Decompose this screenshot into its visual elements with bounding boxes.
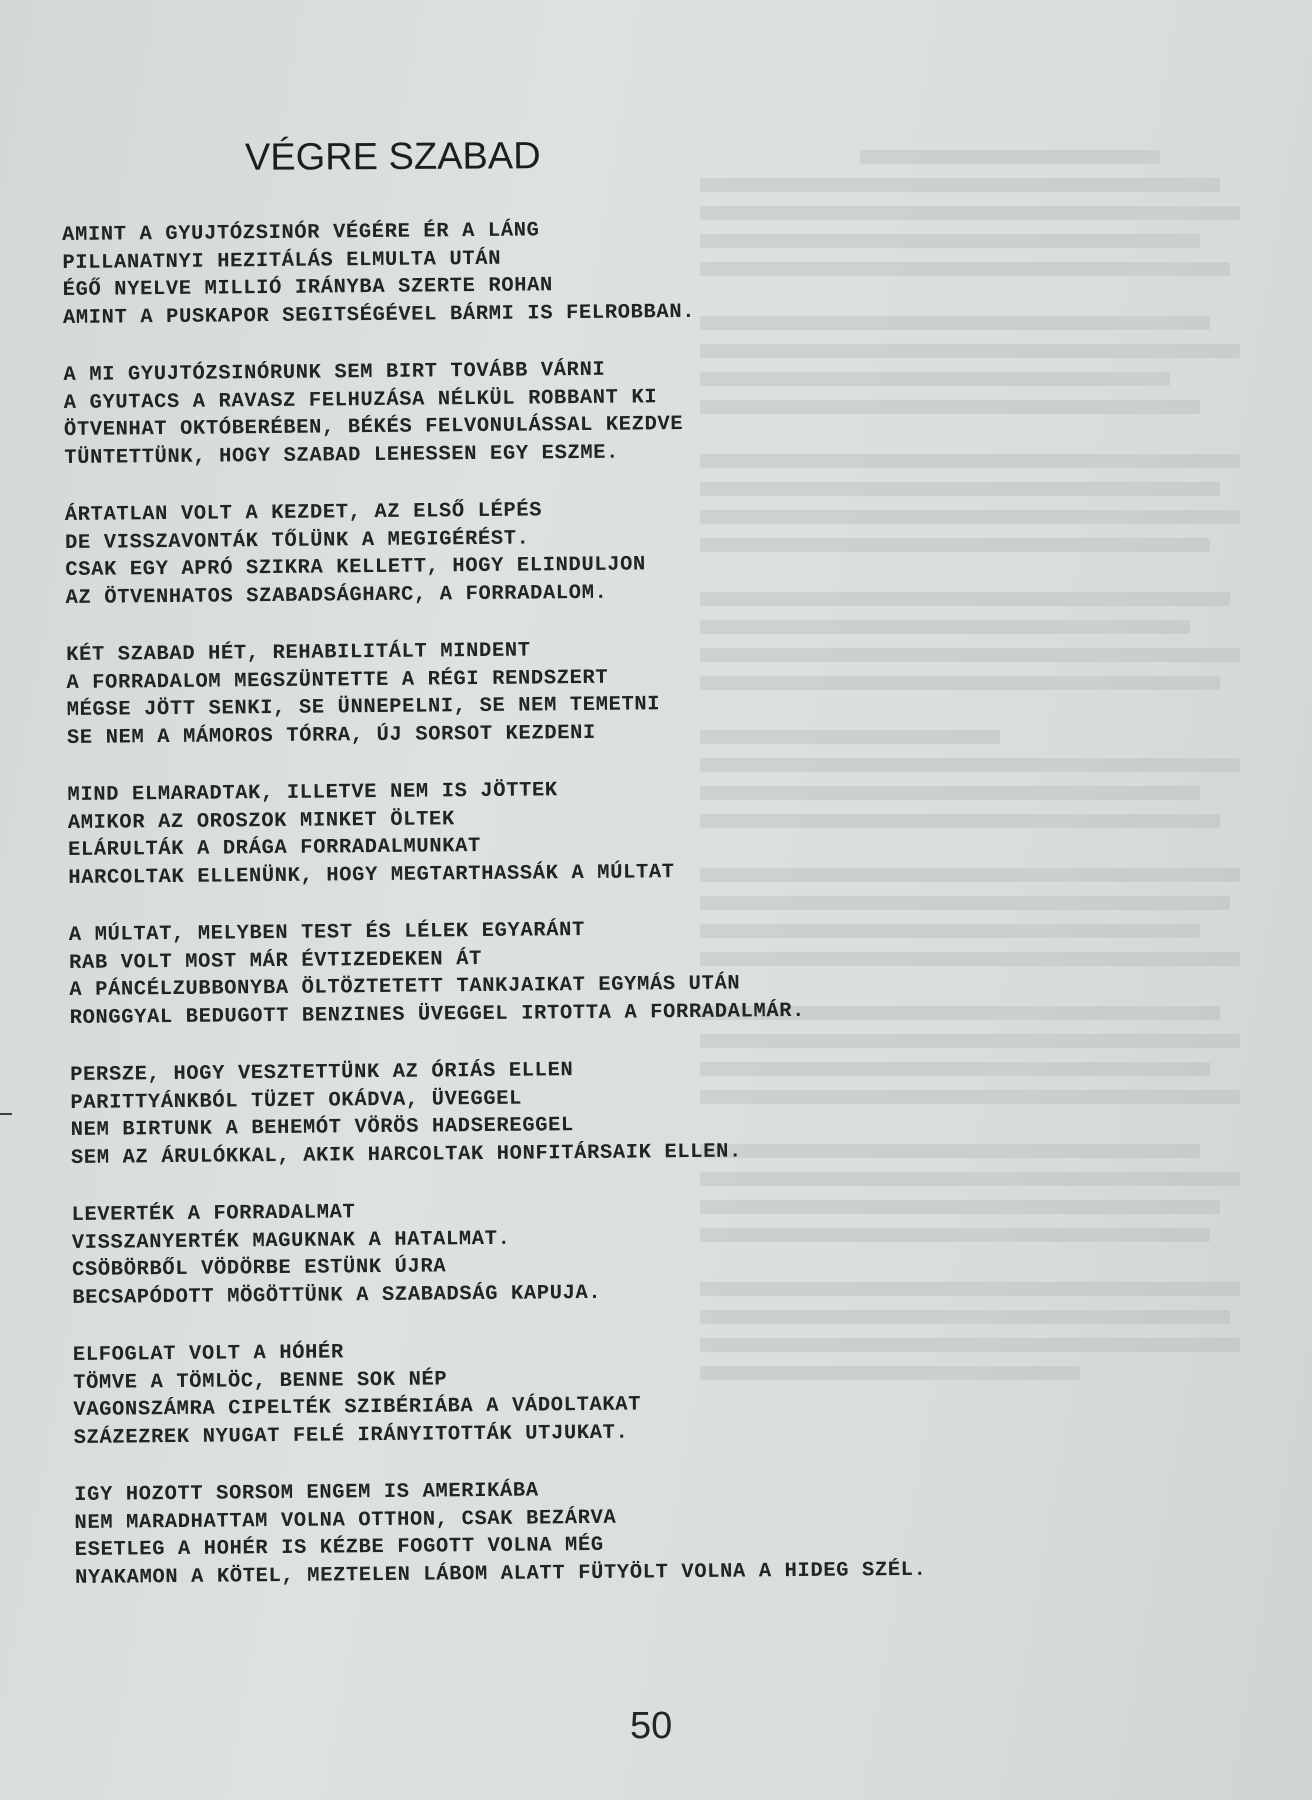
poem-line: LEVERTÉK A FORRADALMAT xyxy=(71,1201,356,1227)
poem-line: PILLANATNYI HEZITÁLÁS ELMULTA UTÁN xyxy=(62,247,502,275)
stanza xyxy=(63,351,1244,472)
poem-line: PERSZE, HOGY VESZTETTÜNK AZ ÓRIÁS ELLEN xyxy=(70,1059,574,1087)
poem-line: ÁRTATLAN VOLT A KEZDET, AZ ELSŐ LÉPÉS xyxy=(64,499,543,527)
stanza xyxy=(62,211,1243,332)
poem-line: A GYUTACS A RAVASZ FELHUZÁSA NÉLKÜL ROBBANT KI xyxy=(63,385,658,415)
poem-line: A MÚLTAT, MELYBEN TEST ÉS LÉLEK EGYARÁNT xyxy=(68,919,586,947)
poem-line: NEM BIRTUNK A BEHEMÓT VÖRÖS HADSEREGGEL xyxy=(70,1114,574,1142)
poem-line: SZÁZEZREK NYUGAT FELÉ IRÁNYITOTTÁK UTJUKAT. xyxy=(73,1421,629,1450)
poem-line: IGY HOZOTT SORSOM ENGEM IS AMERIKÁBA xyxy=(74,1479,539,1507)
poem-line: ÉGŐ NYELVE MILLIÓ IRÁNYBA SZERTE ROHAN xyxy=(62,274,554,302)
poem-line: VISSZANYERTÉK MAGUKNAK A HATALMAT. xyxy=(71,1227,511,1255)
stanza xyxy=(73,1331,1254,1452)
poem-line: MÉGSE JÖTT SENKI, SE ÜNNEPELNI, SE NEM TEMETNI xyxy=(66,693,661,722)
stanza xyxy=(69,911,1250,1032)
poem-line: AMINT A GYUJTÓZSINÓR VÉGÉRE ÉR A LÁNG xyxy=(62,219,540,247)
poem-line: NYAKAMON A KÖTEL, MEZTELEN LÁBOM ALATT FÜTYÖLT VOLNA A HIDEG SZÉL. xyxy=(74,1558,927,1590)
poem-line: HARCOLTAK ELLENÜNK, HOGY MEGTARTHASSÁK A MÚLTAT xyxy=(68,860,675,890)
poem-line: AMIKOR AZ OROSZOK MINKET ÖLTEK xyxy=(67,807,455,835)
poem-line: CSÖBÖRBŐL VÖDÖRBE ESTÜNK ÚJRA xyxy=(71,1255,447,1282)
poem-line: TÖMVE A TÖMLÖC, BENNE SOK NÉP xyxy=(73,1367,448,1395)
poem-line: NEM MARADHATTAM VOLNA OTTHON, CSAK BEZÁRVA xyxy=(74,1506,617,1535)
poem-title: VÉGRE SZABAD xyxy=(244,135,541,179)
poem-line: BECSAPÓDOTT MÖGÖTTÜNK A SZABADSÁG KAPUJA. xyxy=(72,1281,602,1310)
margin-mark xyxy=(0,1113,12,1115)
poem-line: SE NEM A MÁMOROS TÓRRA, ÚJ SORSOT KEZDENI xyxy=(66,721,597,750)
stanza xyxy=(74,1471,1255,1592)
poem-line: ÖTVENHAT OKTÓBERÉBEN, BÉKÉS FELVONULÁSSAL KEZDVE xyxy=(63,413,684,442)
stanza xyxy=(66,631,1247,752)
stanza xyxy=(71,1191,1252,1312)
poem-body xyxy=(62,211,1255,1622)
stanza xyxy=(65,491,1246,612)
poem-line: CSAK EGY APRÓ SZIKRA KELLETT, HOGY ELINDULJON xyxy=(65,553,647,582)
poem-line: RONGGYAL BEDUGOTT BENZINES ÜVEGGEL IRTOTTA A FORRADALMÁR. xyxy=(69,999,806,1030)
poem-line: RAB VOLT MOST MÁR ÉVTIZEDEKEN ÁT xyxy=(69,947,483,975)
page-number: 50 xyxy=(630,1705,673,1747)
poem-line: A FORRADALOM MEGSZÜNTETTE A RÉGI RENDSZERT xyxy=(66,666,609,695)
poem-line: AMINT A PUSKAPOR SEGITSÉGÉVEL BÁRMI IS FELROBBAN. xyxy=(62,300,696,330)
poem-line: AZ ÖTVENHATOS SZABADSÁGHARC, A FORRADALOM. xyxy=(65,581,608,610)
poem-line: ELFOGLAT VOLT A HÓHÉR xyxy=(72,1341,344,1367)
poem-line: VAGONSZÁMRA CIPELTÉK SZIBÉRIÁBA A VÁDOLTAKAT xyxy=(73,1393,642,1422)
poem-line: MIND ELMARADTAK, ILLETVE NEM IS JÖTTEK xyxy=(67,779,558,807)
stanza xyxy=(67,771,1248,892)
poem-line: A PÁNCÉLZUBBONYBA ÖLTÖZTETETT TANKJAIKAT EGYMÁS UTÁN xyxy=(69,972,741,1002)
poem-line: SEM AZ ÁRULÓKKAL, AKIK HARCOLTAK HONFITÁRSAIK ELLEN. xyxy=(70,1140,742,1170)
poem-line: ESETLEG A HOHÉR IS KÉZBE FOGOTT VOLNA MÉG xyxy=(74,1533,604,1562)
poem-line: TÜNTETTÜNK, HOGY SZABAD LEHESSEN EGY ESZME. xyxy=(64,441,620,470)
poem-line: KÉT SZABAD HÉT, REHABILITÁLT MINDENT xyxy=(66,639,531,667)
poem-line: PARITTYÁNKBÓL TÜZET OKÁDVA, ÜVEGGEL xyxy=(70,1087,523,1115)
poem-line: A MI GYUJTÓZSINÓRUNK SEM BIRT TOVÁBB VÁRNI xyxy=(63,358,606,387)
stanza xyxy=(70,1051,1251,1172)
poem-line: ELÁRULTÁK A DRÁGA FORRADALMUNKAT xyxy=(67,835,481,862)
poem-line: DE VISSZAVONTÁK TŐLÜNK A MEGIGÉRÉST. xyxy=(64,527,530,555)
